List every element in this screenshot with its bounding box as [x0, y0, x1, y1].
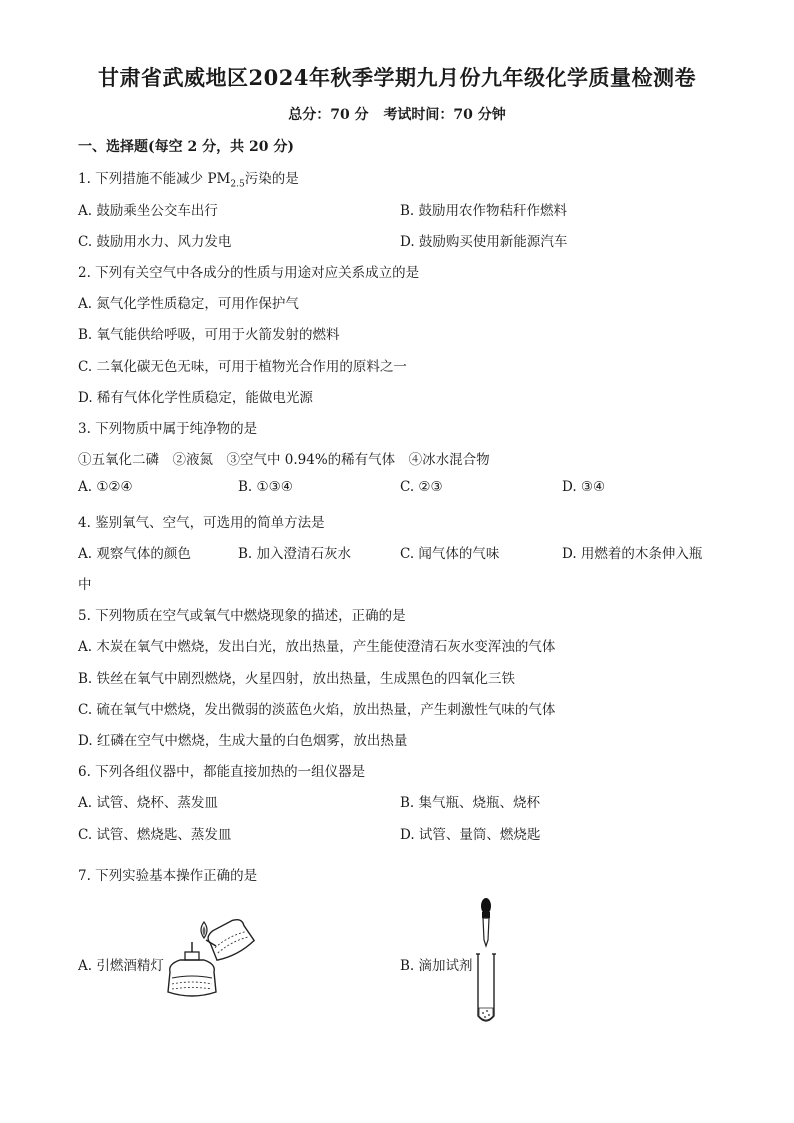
question-3-option-a: A. ①②④	[78, 479, 133, 495]
question-1-option-d: D. 鼓励购买使用新能源汽车	[400, 234, 568, 250]
question-2-option-a: A. 氮气化学性质稳定，可用作保护气	[78, 296, 299, 312]
question-3-option-c: C. ②③	[400, 479, 443, 495]
question-1-option-c: C. 鼓励用水力、风力发电	[78, 234, 232, 250]
total-score: 总分：70 分	[288, 107, 369, 123]
alcohol-lamp-figure	[160, 916, 260, 1002]
question-4-option-c: C. 闻气体的气味	[400, 546, 500, 562]
question-5-option-a: A. 木炭在氧气中燃烧，发出白光，放出热量，产生能使澄清石灰水变浑浊的气体	[78, 639, 556, 655]
question-7-stem: 7. 下列实验基本操作正确的是	[78, 868, 258, 884]
question-7-option-a: A. 引燃酒精灯	[78, 958, 164, 974]
question-6-option-a: A. 试管、烧杯、蒸发皿	[78, 795, 218, 811]
question-4-option-a: A. 观察气体的颜色	[78, 546, 191, 562]
question-3-option-b: B. ①③④	[238, 479, 293, 495]
exam-time: 考试时间：70 分钟	[383, 107, 506, 123]
question-4-option-d-wrap: 中	[78, 577, 92, 593]
dropper-test-tube-figure	[468, 896, 508, 1028]
question-6-option-d: D. 试管、量筒、燃烧匙	[400, 827, 541, 843]
question-3-option-d: D. ③④	[562, 479, 606, 495]
question-7-option-b: B. 滴加试剂	[400, 958, 473, 974]
section-heading: 一、选择题(每空 2 分，共 20 分)	[78, 139, 294, 155]
question-2-option-b: B. 氧气能供给呼吸，可用于火箭发射的燃料	[78, 327, 340, 343]
question-1-option-b: B. 鼓励用农作物秸秆作燃料	[400, 203, 568, 219]
question-1-stem: 1. 下列措施不能减少 $PM_{2.5}$污染的是	[78, 171, 299, 190]
question-4-option-d: D. 用燃着的木条伸入瓶	[562, 546, 703, 562]
question-3-items: ①五氧化二磷 ②液氮 ③空气中 0.94%的稀有气体 ④冰水混合物	[78, 452, 490, 468]
exam-subtitle	[0, 104, 794, 124]
question-5-option-b: B. 铁丝在氧气中剧烈燃烧，火星四射，放出热量，生成黑色的四氧化三铁	[78, 671, 516, 687]
question-4-stem: 4. 鉴别氧气、空气，可选用的简单方法是	[78, 515, 325, 531]
question-6-option-b: B. 集气瓶、烧瓶、烧杯	[400, 795, 541, 811]
question-6-stem: 6. 下列各组仪器中，都能直接加热的一组仪器是	[78, 764, 366, 780]
question-2-option-d: D. 稀有气体化学性质稳定，能做电光源	[78, 390, 313, 406]
question-4-option-b: B. 加入澄清石灰水	[238, 546, 352, 562]
question-5-option-c: C. 硫在氧气中燃烧，发出微弱的淡蓝色火焰，放出热量，产生刺激性气味的气体	[78, 702, 556, 718]
question-6-option-c: C. 试管、燃烧匙、蒸发皿	[78, 827, 232, 843]
question-3-stem: 3. 下列物质中属于纯净物的是	[78, 421, 258, 437]
exam-title: 甘肃省武威地区2024年秋季学期九月份九年级化学质量检测卷	[98, 65, 696, 90]
question-1-option-a: A. 鼓励乘坐公交车出行	[78, 203, 218, 219]
question-2-option-c: C. 二氧化碳无色无味，可用于植物光合作用的原料之一	[78, 359, 407, 375]
question-5-option-d: D. 红磷在空气中燃烧，生成大量的白色烟雾，放出热量	[78, 733, 408, 749]
question-2-stem: 2. 下列有关空气中各成分的性质与用途对应关系成立的是	[78, 265, 420, 281]
question-5-stem: 5. 下列物质在空气或氧气中燃烧现象的描述，正确的是	[78, 608, 406, 624]
